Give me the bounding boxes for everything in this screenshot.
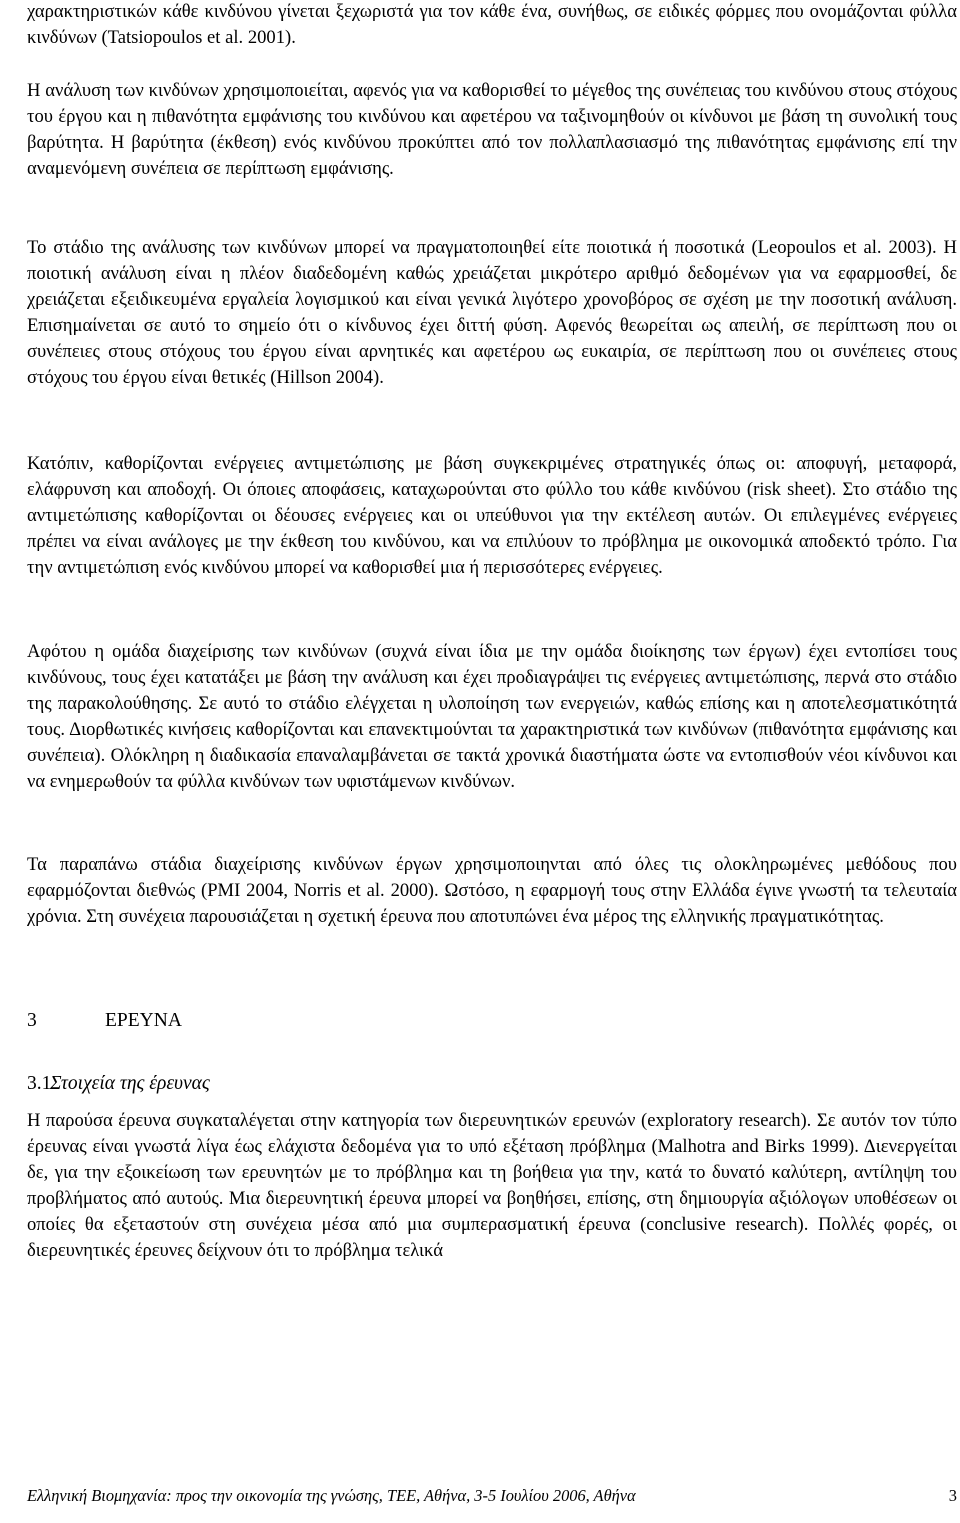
- paragraph-risk-sheets: χαρακτηριστικών κάθε κινδύνου γίνεται ξεχωριστά για τον κάθε ένα, συνήθως, σε ειδικές φόρμες που ονομάζονται φύλλα κινδύνων (Tatsiopoulos et al. 2001).: [27, 1, 957, 49]
- document-page: [27, 0, 957, 1523]
- paragraph-research-type: Η παρούσα έρευνα συγκαταλέγεται στην κατηγορία των διερευνητικών ερευνών (exploratory research). Σε αυτόν τον τύπο έρευνας είναι γνωστά λίγα έως ελάχιστα δεδομένα για το υπό εξέταση πρόβλημα (Malhotra and Birks 1999). Διενεργείται δε, για την εξοικείωση των ερευνητών με το πρόβλημα και τη βοήθεια για την, κατά το δυνατό καλύτερη, αντίληψη του προβλήματος από αυτούς. Μια διερευνητική έρευνα μπορεί να βοηθήσει, επίσης, στη δημιουργία αξιόλογων υποθέσεων οι οποίες θα εξεταστούν στη συνέχεια μέσα από μια συμπερασματική έρευνα (conclusive research). Πολλές φορές, οι διερευνητικές έρευνες δείχνουν ότι το πρόβλημα τελικά: [27, 1110, 957, 1262]
- footer-text: Ελληνική Βιομηχανία: προς την οικονομία της γνώσης, ΤΕΕ, Αθήνα, 3-5 Ιουλίου 2006, Αθήνα: [27, 1486, 636, 1505]
- subsection-title: Στοιχεία της έρευνας: [50, 1073, 210, 1094]
- paragraph-qualitative-analysis: Το στάδιο της ανάλυσης των κινδύνων μπορεί να πραγματοποιηθεί είτε ποιοτικά ή ποσοτικά (Leopoulos et al. 2003). Η ποιοτική ανάλυση είναι η πλέον διαδεδομένη καθώς χρειάζεται μικρότερο αριθμό δεδομένων για να εφαρμοσθεί, δε χρειάζεται εξειδικευμένα εργαλεία λογισμικού και είναι γενικά λιγότερο χρονοβόρος σε σχέση με την ποσοτική ανάλυση. Επισημαίνεται σε αυτό το σημείο ότι ο κίνδυνος έχει διττή φύση. Αφενός θεωρείται ως απειλή, σε περίπτωση που οι συνέπειες στους στόχους του έργου είναι αρνητικές και αφετέρου ως ευκαιρία, σε περίπτωση που οι συνέπειες στους στόχους του έργου είναι θετικές (Hillson 2004).: [27, 237, 957, 389]
- subsection-heading: [27, 1071, 210, 1097]
- section-title: ΕΡΕΥΝΑ: [105, 1010, 182, 1031]
- subsection-number: 3.1: [27, 1073, 52, 1094]
- paragraph-risk-analysis: Η ανάλυση των κινδύνων χρησιμοποιείται, αφενός για να καθορισθεί το μέγεθος της συνέπειας του κινδύνου στους στόχους του έργου και η πιθανότητα εμφάνισης του κινδύνου και αφετέρου να ταξινομηθούν οι κίνδυνοι με βάση τη συνολική τους βαρύτητα. Η βαρύτητα (έκθεση) ενός κινδύνου προκύπτει από τον πολλαπλασιασμό της πιθανότητας εμφάνισης επί την αναμενόμενη συνέπεια σε περίπτωση εμφάνισης.: [27, 80, 957, 180]
- paragraph-response-actions: Κατόπιν, καθορίζονται ενέργειες αντιμετώπισης με βάση συγκεκριμένες στρατηγικές όπως οι: αποφυγή, μεταφορά, ελάφρυνση και αποδοχή. Οι όποιες αποφάσεις, καταχωρούνται στο φύλλο του κάθε κινδύνου (risk sheet). Στο στάδιο της αντιμετώπισης καθορίζονται οι δέουσες ενέργειες και οι υπεύθυνοι για την εκτέλεση αυτών. Οι επιλεγμένες ενέργειες πρέπει να είναι ανάλογες με την έκθεση του κινδύνου, και να επιλύουν το πρόβλημα με οικονομικά αποδεκτό τρόπο. Για την αντιμετώπιση ενός κινδύνου μπορεί να καθορισθεί μια ή περισσότερες ενέργειες.: [27, 453, 957, 579]
- paragraph-monitoring: Αφότου η ομάδα διαχείρισης των κινδύνων (συχνά είναι ίδια με την ομάδα διοίκησης των έργων) έχει εντοπίσει τους κινδύνους, τους έχει κατατάξει με βάση την ανάλυση και έχει προδιαγράψει τις ενέργειες αντιμετώπισης, περνά στο στάδιο της παρακολούθησης. Σε αυτό το στάδιο ελέγχεται η υλοποίηση των ενεργειών, καθώς επίσης και η αποτελεσματικότητά τους. Διορθωτικές κινήσεις καθορίζονται και επανεκτιμούνται τα χαρακτηριστικά των κινδύνων (πιθανότητα εμφάνισης και συνέπεια). Ολόκληρη η διαδικασία επαναλαμβάνεται σε τακτά χρονικά διαστήματα ώστε να εντοπισθούν νέοι κίνδυνοι και να ενημερωθούν τα φύλλα κινδύνων των υφιστάμενων κινδύνων.: [27, 641, 957, 793]
- section-number: 3: [27, 1010, 37, 1031]
- page-number: 3: [948, 1486, 957, 1505]
- section-heading: [27, 1008, 182, 1034]
- paragraph-methods-greece: Τα παραπάνω στάδια διαχείρισης κινδύνων έργων χρησιμοποιηνται από όλες τις ολοκληρωμένες μεθόδους που εφαρμόζονται διεθνώς (PMI 2004, Norris et al. 2000). Ωστόσο, η εφαρμογή τους στην Ελλάδα έγινε γνωστή τα τελευταία χρόνια. Στη συνέχεια παρουσιάζεται η σχετική έρευνα που αποτυπώνει ένα μέρος της ελληνικής πραγματικότητας.: [27, 854, 957, 928]
- page-footer: [27, 1484, 957, 1508]
